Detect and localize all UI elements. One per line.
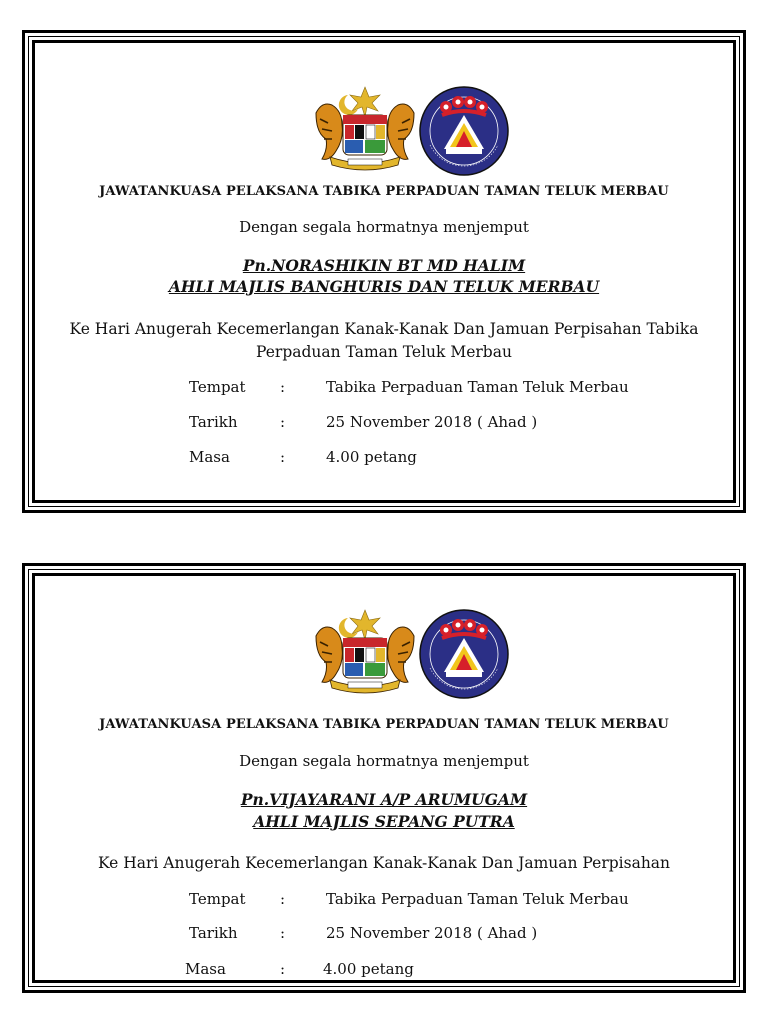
detail-label-time: Masa: [185, 960, 226, 978]
rukun-tetangga-logo-icon: [418, 608, 510, 700]
greeting-text: Dengan segala hormatnya menjemput: [239, 752, 529, 770]
detail-colon: :: [280, 413, 286, 431]
rukun-tetangga-logo-icon: [418, 85, 510, 177]
detail-label-venue: Tempat: [189, 890, 246, 908]
invitee-name: Pn.VIJAYARANI A/P ARUMUGAM: [240, 790, 528, 809]
detail-value-venue: Tabika Perpaduan Taman Teluk Merbau: [326, 890, 629, 908]
invitee-name: Pn.NORASHIKIN BT MD HALIM: [242, 256, 526, 275]
logo-group: [25, 85, 743, 175]
malaysia-crest-icon: [310, 608, 420, 696]
invitation-card-1: [22, 30, 746, 513]
detail-label-date: Tarikh: [189, 413, 238, 431]
event-description-line1: Ke Hari Anugerah Kecemerlangan Kanak-Kanak Dan Jamuan Perpisahan Tabika: [69, 320, 699, 338]
detail-colon: :: [280, 448, 286, 466]
invitee-role: AHLI MAJLIS SEPANG PUTRA: [253, 812, 515, 831]
detail-value-time: 4.00 petang: [323, 960, 414, 978]
committee-heading: JAWATANKUASA PELAKSANA TABIKA PERPADUAN TAMAN TELUK MERBAU: [99, 184, 669, 199]
detail-value-venue: Tabika Perpaduan Taman Teluk Merbau: [326, 378, 629, 396]
event-description-line1: Ke Hari Anugerah Kecemerlangan Kanak-Kanak Dan Jamuan Perpisahan: [97, 854, 671, 872]
logo-group: [25, 608, 743, 698]
detail-colon: :: [280, 960, 286, 978]
detail-colon: :: [280, 890, 286, 908]
committee-heading: JAWATANKUASA PELAKSANA TABIKA PERPADUAN TAMAN TELUK MERBAU: [99, 717, 669, 732]
malaysia-crest-icon: [310, 85, 420, 173]
detail-value-time: 4.00 petang: [326, 448, 417, 466]
detail-label-date: Tarikh: [189, 924, 238, 942]
detail-label-time: Masa: [189, 448, 230, 466]
invitee-role: AHLI MAJLIS BANGHURIS DAN TELUK MERBAU: [168, 277, 600, 296]
detail-colon: :: [280, 924, 286, 942]
event-description-line2: Perpaduan Taman Teluk Merbau: [256, 343, 512, 361]
detail-value-date: 25 November 2018 ( Ahad ): [326, 924, 538, 942]
detail-colon: :: [280, 378, 286, 396]
detail-value-date: 25 November 2018 ( Ahad ): [326, 413, 538, 431]
detail-label-venue: Tempat: [189, 378, 246, 396]
invitation-card-2: [22, 563, 746, 993]
greeting-text: Dengan segala hormatnya menjemput: [239, 218, 529, 236]
